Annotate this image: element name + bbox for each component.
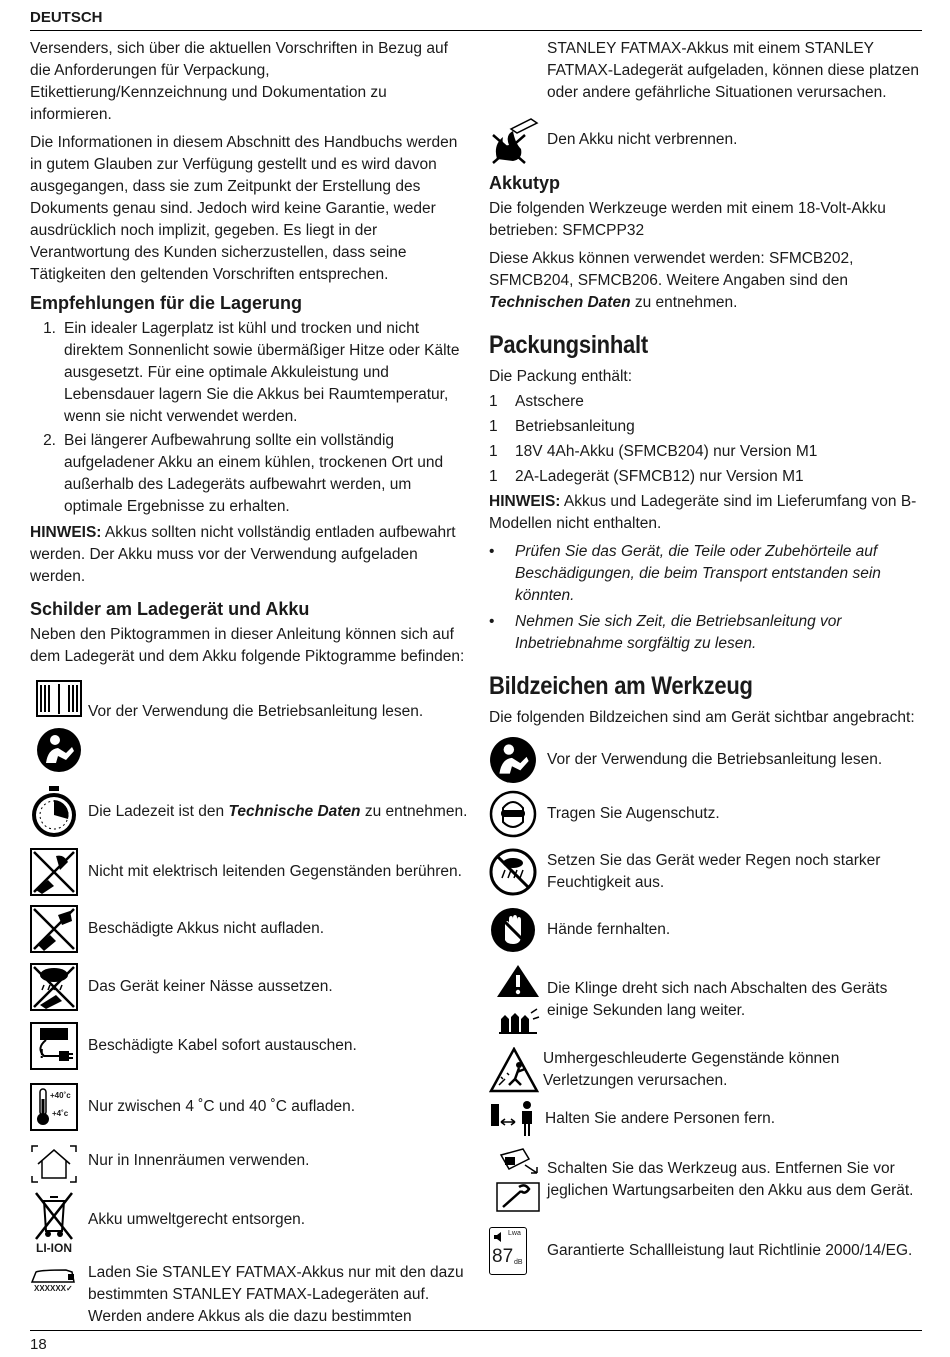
symbol-text: Den Akku nicht verbrennen. — [547, 131, 738, 148]
damaged-cord-icon — [30, 1021, 88, 1071]
package-name: 18V 4Ah-Akku (SFMCB204) nur Version M1 — [515, 443, 818, 460]
list-item — [30, 430, 470, 518]
storage-heading: Empfehlungen für die Lagerung — [30, 293, 303, 313]
note-label: HINWEIS: — [489, 493, 561, 510]
package-item — [489, 416, 924, 438]
symbol-text: Nur in Innenräumen verwenden. — [88, 1152, 310, 1169]
bullet-text: Nehmen Sie sich Zeit, die Betriebsanleitung vor Inbetriebnahme sorgfältig zu lesen. — [515, 613, 842, 652]
symbol-row — [30, 900, 470, 958]
package-name: Astschere — [515, 393, 584, 410]
symbol-row — [30, 1262, 470, 1328]
package-name: Betriebsanleitung — [515, 418, 635, 435]
battery-type-heading: Akkutyp — [489, 173, 561, 193]
symbol-text: Nicht mit elektrisch leitenden Gegenständen berühren. — [88, 863, 462, 880]
symbol-text: Laden Sie STANLEY FATMAX-Akkus nur mit den dazu bestimmten STANLEY FATMAX-Ladegeräten auf. Werden andere Akkus als die dazu bestimmten — [88, 1264, 464, 1325]
no-conductive-objects-icon — [30, 847, 88, 897]
thrown-objects-icon — [489, 1045, 543, 1095]
symbol-text: Vor der Verwendung die Betriebsanleitung lesen. — [547, 751, 883, 768]
symbol-row — [489, 114, 924, 166]
note-text: Akkus sollten nicht vollständig entladen aufbewahrt werden. Der Akku muss vor der Verwendung aufgeladen werden. — [30, 524, 456, 585]
symbol-text: Setzen Sie das Gerät weder Regen noch starker Feuchtigkeit aus. — [547, 852, 881, 891]
type-p2-post: zu entnehmen. — [630, 294, 738, 311]
package-item — [489, 441, 924, 463]
symbol-row — [489, 1097, 924, 1141]
note-label: HINWEIS: — [30, 524, 102, 541]
symbol-text: Beschädigte Akkus nicht aufladen. — [88, 920, 325, 937]
continued-text: STANLEY FATMAX-Akkus mit einem STANLEY FATMAX-Ladegerät aufgeladen, können diese platzen oder andere gefährliche Situationen verursachen. — [547, 40, 919, 101]
symbol-text: Das Gerät keiner Nässe aussetzen. — [88, 978, 333, 995]
symbol-row — [30, 678, 470, 774]
symbol-row — [30, 1138, 470, 1190]
symbol-row — [489, 1043, 924, 1097]
symbol-row — [489, 903, 924, 957]
symbol-text: Hände fernhalten. — [547, 921, 671, 938]
list-item — [30, 318, 470, 428]
remove-battery-icon — [489, 1147, 547, 1213]
page-number: 18 — [30, 1336, 47, 1353]
symbol-row — [30, 1190, 470, 1260]
charger-code-label: XXXXXX✓ — [34, 1284, 73, 1293]
symbol-text: Schalten Sie das Werkzeug aus. Entfernen Sie vor jeglichen Wartungsarbeiten den Akku aus dem Gerät. — [547, 1160, 914, 1199]
svg-text:!: ! — [39, 1047, 45, 1061]
symbol-text: Nur zwischen 4 ˚C und 40 ˚C aufladen. — [88, 1098, 356, 1115]
left-column — [30, 38, 470, 1328]
list-item — [489, 611, 924, 655]
charge-time-post: zu entnehmen. — [360, 803, 468, 820]
package-intro: Die Packung enthält: — [489, 368, 633, 385]
list-number: 1. — [43, 320, 56, 337]
list-item — [489, 541, 924, 607]
no-rain-icon — [30, 962, 88, 1012]
symbol-row — [30, 1076, 470, 1138]
package-qty: 1 — [489, 393, 498, 410]
page-footer — [30, 1330, 922, 1353]
symbol-row — [30, 958, 470, 1016]
bullet: • — [489, 613, 495, 630]
storage-note — [30, 522, 470, 588]
symbol-row — [489, 733, 924, 787]
charge-time-emphasis: Technische Daten — [228, 803, 361, 820]
list-number: 2. — [43, 432, 56, 449]
read-manual-icon — [489, 735, 547, 785]
symbol-row — [30, 844, 470, 900]
bullet-text: Prüfen Sie das Gerät, die Teile oder Zubehörteile auf Beschädigungen, die beim Transport entstanden sein könnten. — [515, 543, 881, 604]
symbol-row — [30, 780, 470, 844]
right-column — [489, 38, 924, 1283]
package-item — [489, 391, 924, 413]
symbol-text: Halten Sie andere Personen fern. — [545, 1110, 776, 1127]
bullet: • — [489, 543, 495, 560]
charge-time-pre: Die Ladezeit ist den — [88, 803, 229, 820]
battery-type-p1: Die folgenden Werkzeuge werden mit einem 18-Volt-Akku betrieben: SFMCPP32 — [489, 200, 886, 239]
lwa-label: Lwa — [508, 1230, 521, 1237]
eye-protection-icon — [489, 789, 547, 839]
tool-symbols-heading: Bildzeichen am Werkzeug — [489, 672, 753, 700]
no-rain-icon — [489, 847, 547, 897]
section-label: DEUTSCH — [30, 9, 103, 26]
li-ion-label: LI-ION — [36, 1241, 72, 1255]
labels-heading: Schilder am Ladegerät und Akku — [30, 599, 310, 619]
list-text: Bei längerer Aufbewahrung sollte ein vollständig aufgeladener Akku an einem kühlen, trockenen Ort und außerhalb des Ladegeräts aufbewahrt werden, um optimale Ergebnisse zu erhalten. — [64, 432, 444, 515]
package-note — [489, 491, 924, 535]
type-p2-pre: Diese Akkus können verwendet werden: SFMCB202, SFMCB204, SFMCB206. Weitere Angaben sind den — [489, 250, 854, 289]
symbol-row — [489, 961, 924, 1039]
no-fire-icon — [489, 115, 547, 165]
temp-low-label: +4˚c — [52, 1109, 69, 1118]
symbol-text — [88, 801, 470, 823]
package-qty: 1 — [489, 418, 498, 435]
type-p2-emphasis: Technischen Daten — [489, 294, 631, 311]
stopwatch-icon — [30, 787, 88, 837]
labels-intro: Neben den Piktogrammen in dieser Anleitung können sich auf dem Ladegerät und dem Akku folgende Piktogramme befinden: — [30, 626, 465, 665]
bystanders-distance-icon — [489, 1094, 545, 1144]
list-text: Ein idealer Lagerplatz ist kühl und trocken und nicht direktem Sonnenlicht sowie übermäßiger Hitze oder Kälte ausgesetzt. Für eine optimale Akkuleistung und Lebensdauer lagern Sie die Akkus bei Raumtemperatur, wenn sie nicht verwendet werden. — [64, 320, 460, 425]
bullet-list — [489, 541, 924, 655]
sound-power-icon — [489, 1226, 547, 1276]
read-manual-icon — [30, 679, 88, 773]
thermometer-icon — [30, 1082, 88, 1132]
package-name: 2A-Ladegerät (SFMCB12) nur Version M1 — [515, 468, 804, 485]
symbol-text: Beschädigte Kabel sofort austauschen. — [88, 1037, 357, 1054]
symbol-row — [489, 787, 924, 841]
charger-battery-icon — [30, 1268, 88, 1308]
package-heading: Packungsinhalt — [489, 331, 648, 359]
no-damaged-battery-icon — [30, 904, 88, 954]
package-qty: 1 — [489, 443, 498, 460]
note-text: Akkus und Ladegeräte sind im Lieferumfang von B-Modellen nicht enthalten. — [489, 493, 917, 532]
symbol-text: Umhergeschleuderte Gegenstände können Verletzungen verursachen. — [543, 1050, 840, 1089]
symbol-text: Die Klinge dreht sich nach Abschalten des Geräts einige Sekunden lang weiter. — [547, 980, 888, 1019]
symbol-text: Tragen Sie Augenschutz. — [547, 805, 720, 822]
battery-type-p2 — [489, 248, 924, 314]
symbol-text: Garantierte Schallleistung laut Richtlinie 2000/14/EG. — [547, 1242, 913, 1259]
symbol-row — [489, 1145, 924, 1215]
page-header — [30, 8, 922, 31]
storage-list — [30, 318, 470, 518]
temp-high-label: +40˚c — [50, 1091, 71, 1100]
symbol-text: Vor der Verwendung die Betriebsanleitung lesen. — [88, 703, 424, 720]
intro-paragraph-2: Die Informationen in diesem Abschnitt des Handbuchs werden in gutem Glauben zur Verfügung gestellt und es wird davon ausgegangen, dass sie zum Zeitpunkt der Erstellung des Dokuments genau sind. Jedoch wird keine Garantie, weder ausdrücklich noch implizit, gegeben. Es liegt in der Verantwortung des Kunden sicherzustellen, dass seine Tätigkeiten den geltenden Vorschriften entsprechen. — [30, 134, 458, 283]
hands-away-icon — [489, 905, 547, 955]
indoor-house-icon — [30, 1139, 88, 1189]
symbol-row — [30, 1016, 470, 1076]
symbol-text: Akku umweltgerecht entsorgen. — [88, 1211, 306, 1228]
intro-paragraph-1: Versenders, sich über die aktuellen Vorschriften in Bezug auf die Anforderungen für Verpackung, Etikettierung/Kennzeichnung und Dokumentation zu informieren. — [30, 40, 448, 123]
package-item — [489, 466, 924, 488]
tool-symbols-intro: Die folgenden Bildzeichen sind am Gerät sichtbar angebracht: — [489, 709, 915, 726]
package-qty: 1 — [489, 468, 498, 485]
symbol-row — [489, 1219, 924, 1283]
db-value: 87 — [492, 1246, 514, 1267]
db-unit: dB — [514, 1259, 523, 1266]
blade-warning-icon — [489, 963, 547, 1037]
symbol-row — [489, 841, 924, 903]
recycle-bin-icon — [30, 1191, 78, 1259]
